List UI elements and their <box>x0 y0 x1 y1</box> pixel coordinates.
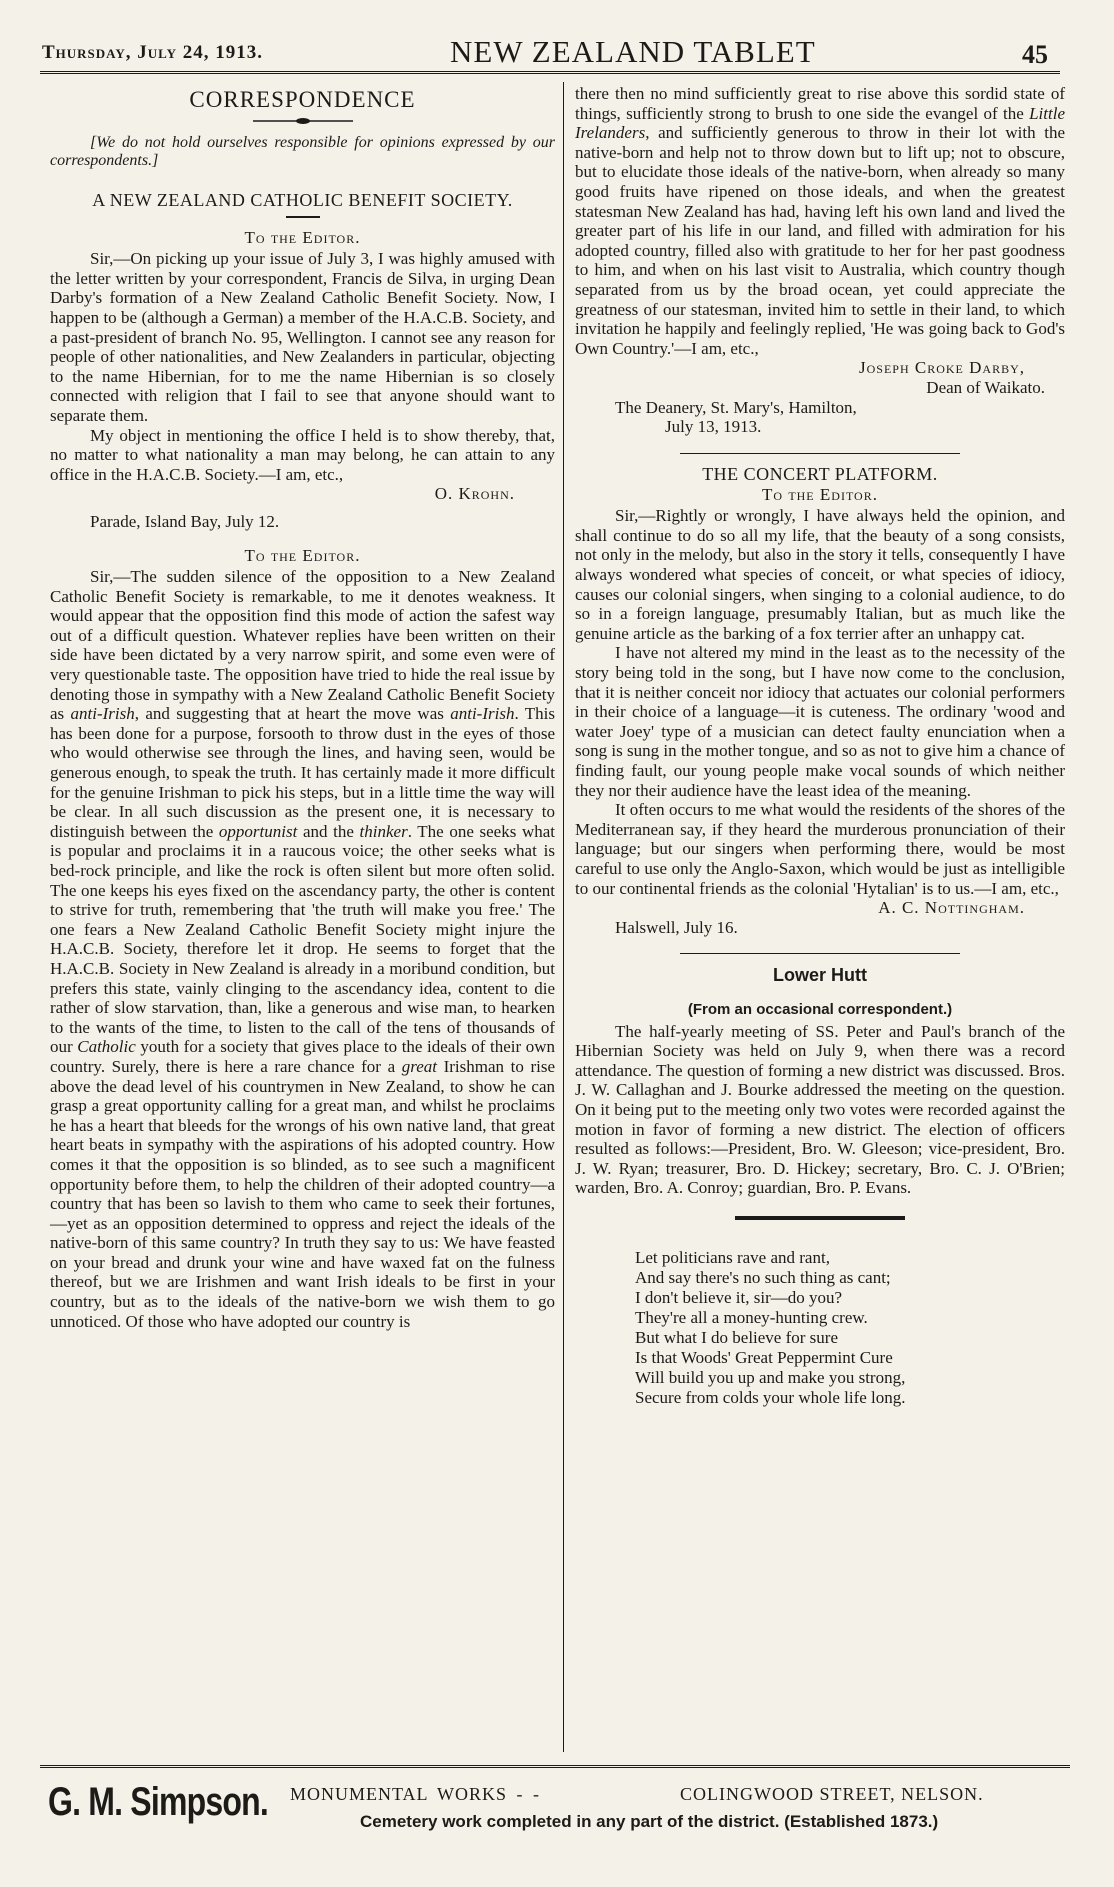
lower-hutt-subtitle: (From an occasional correspondent.) <box>687 1000 953 1018</box>
thick-rule <box>735 1216 905 1220</box>
text-run: , and suggesting that at heart the move was <box>134 704 451 724</box>
header-title: NEW ZEALAND TABLET <box>450 34 816 69</box>
concert-signature: A. C. Nottingham. <box>878 898 1025 918</box>
italic-run: anti-Irish <box>450 704 515 724</box>
page-number: 45 <box>1022 40 1048 69</box>
left-column <box>50 84 555 1331</box>
concert-paragraph-3: It often occurs to me what would the residents of the shores of the Mediterranean say, if they heard the murderous pronunciation of their language; but our singers when performing there, would be most careful to use only the Anglo-Saxon, which would be just as intelligible to our continental friends as the colonial 'Hytalian' is to us.—I am, etc., <box>575 800 1065 898</box>
article-title: A NEW ZEALAND CATHOLIC BENEFIT SOCIETY. <box>92 189 513 210</box>
section-rule <box>680 453 960 454</box>
poem-line: Let politicians rave and rant, <box>635 1247 830 1267</box>
text-run: . The one seeks what is popular and proclaims it in a raucous voice; the other seeks what is bed-rock principle, and like the rock is often silent but more often solid. The one keeps his eyes fixed on the ascendancy party, the other is content to strive for truth, remembering that 'the truth will make you free.' The one fears a New Zealand Catholic Benefit Society might injure the H.A.C.B. Society, therefore let it drop. He seems to forget that the H.A.C.B. Society in New Zealand is already in a moribund condition, but prefers this state, vainly clinging to the ascendancy idea, content to die rather of slow starvation, than, like a generous and wise man, to hearken to the wants of the time, to listen to the call of the tens of thousands of our <box>50 821 555 1057</box>
to-editor-heading: To the Editor. <box>762 484 878 504</box>
italic-run: great <box>401 1056 437 1076</box>
lower-hutt-paragraph: The half-yearly meeting of SS. Peter and Paul's branch of the Hibernian Society was held on July 9, when there was a record attendance. The question of forming a new district was discussed. Bros. J. W. Callaghan and J. Bourke addressed the meeting on the question. On it being put to the meeting only two votes were recorded against the motion in favor of forming a new district. The election of officers resulted as follows:—President, Bro. W. Gleeson; vice-president, Bro. J. W. Ryan; treasurer, Bro. D. Hickey; secretary, Bro. C. J. O'Brien; warden, Bro. A. Conroy; guardian, Bro. P. Evans. <box>575 1021 1065 1198</box>
letter2-signature: Joseph Croke Darby, <box>859 358 1025 378</box>
poem-line: Will build you up and make you strong, <box>635 1367 906 1387</box>
italic-run: thinker <box>359 821 408 841</box>
advertiser-name: G. M. Simpson. <box>48 1780 268 1824</box>
poem-line: Is that Woods' Great Peppermint Cure <box>635 1347 893 1367</box>
letter2-body <box>50 567 555 1331</box>
italic-run: Catholic <box>77 1037 136 1057</box>
text-run: youth for a society that gives place to the ideals of their own country. Surely, there is here a rare chance for a <box>50 1037 555 1076</box>
letter2-continuation <box>575 84 1065 358</box>
text-run: Sir,—The sudden silence of the opposition to a New Zealand Catholic Benefit Society is remarkable, to me it denotes weakness. It would appear that the opposition find this mode of action the safest way out of a difficult question. Whatever replies have been written on their side have been dictated by a very narrow spirit, and some even were of very questionable taste. The opposition have tried to hide the real issue by denoting those in sympathy with a New Zealand Catholic Benefit Society as <box>50 567 555 724</box>
poem-line: Secure from colds your whole life long. <box>635 1387 906 1407</box>
letter2-place-line-1: The Deanery, St. Mary's, Hamilton, <box>615 397 857 417</box>
poem <box>575 1248 1065 1408</box>
right-column <box>575 84 1065 1408</box>
footer-advertisement <box>40 1765 1070 1845</box>
letter1-place: Parade, Island Bay, July 12. <box>90 511 280 531</box>
header-date: Thursday, July 24, 1913. <box>42 42 264 63</box>
disclaimer: [We do not hold ourselves responsible for opinions expressed by our correspondents.] <box>50 133 555 169</box>
ornament-divider-icon <box>253 116 353 126</box>
text-run: Irishman to rise above the dead level of his countrymen in New Zealand, to show he can grasp a great opportunity calling for a great man, and whilst he proclaims he has a heart that bleeds for the wrongs of his own native land, that great heart beats in sympathy with the aspirations of his adopted country. How comes it that the opposition is so blinded, as to see such a magnificent opportunity before them, to help the children of their adopted country—a country that has been so lavish to them who came to seek their fortunes,—yet as an opposition determined to oppress and reject the ideals of the native-born of this same country? In truth they say to us: We have feasted on your bread and drunk your wine and have waxed fat on the fulness thereof, but we are Irishmen and want Irish ideals to be first in your country, but as to the ideals of the native-born we wish them to go unnoticed. Of those who have adopted our country is <box>50 1056 555 1331</box>
advertiser-works: MONUMENTAL WORKS - - <box>290 1784 541 1804</box>
concert-paragraph-1: Sir,—Rightly or wrongly, I have always held the opinion, and shall continue to do so all my life, that the beauty of a song consists, not only in the melody, but also in the story it tells, consequently I have always wondered what species of conceit, or what species of idiocy, causes our colonial singers, when singing to a colonial audience, to do so in a foreign language, presumably Italian, but as much like the genuine article as the barking of a fox terrier after an unhappy cat. <box>575 506 1065 643</box>
concert-paragraph-2: I have not altered my mind in the least as to the necessity of the story being told in the song, but I have now come to the conclusion, that it is neither conceit nor idiocy that actuates our colonial performers in their choice of a language—it is cuteness. The ordinary 'wood and water Joey' type of a musician can detect faulty enunciation when a song is sung in the mother tongue, and so as not to give him a chance of finding fault, our young people make vocal sounds of which neither they nor their audience have the least idea of the meaning. <box>575 643 1065 800</box>
poem-line: They're all a money-hunting crew. <box>635 1307 868 1327</box>
letter1-paragraph-1: Sir,—On picking up your issue of July 3, I was highly amused with the letter written by your correspondent, Francis de Silva, in urging Dean Darby's formation of a New Zealand Catholic Benefit Society. Now, I happen to be (although a German) a member of the H.A.C.B. Society, and a past-president of branch No. 95, Wellington. I cannot see any reason for people of other nationalities, and New Zealanders in particular, objecting to the name Hibernian, for to me the name Hibernian is so closely connected with religion that I fail to see that anyone should want to separate them. <box>50 249 555 425</box>
text-run: there then no mind sufficiently great to rise above this sordid state of things, sufficiently strong to brush to one side the evangel of the <box>575 84 1065 123</box>
concert-place: Halswell, July 16. <box>615 917 738 937</box>
section-title: CORRESPONDENCE <box>189 87 416 112</box>
to-editor-heading: To the Editor. <box>244 227 361 247</box>
letter1-signature: O. Krohn. <box>434 484 515 504</box>
letter1-paragraph-2: My object in mentioning the office I held is to show thereby, that, no matter to what nationality a man may belong, he can attain to any office in the H.A.C.B. Society.—I am, etc., <box>50 425 555 484</box>
short-rule <box>286 216 320 218</box>
page-header <box>40 34 1060 74</box>
poem-line: And say there's no such thing as cant; <box>635 1267 891 1287</box>
advertiser-street: COLINGWOOD STREET, NELSON. <box>680 1784 984 1804</box>
advertiser-note: Cemetery work completed in any part of the district. (Established 1873.) <box>360 1812 939 1831</box>
column-divider <box>563 82 564 1752</box>
to-editor-heading: To the Editor. <box>244 545 361 565</box>
text-run: and the <box>297 821 360 841</box>
italic-run: anti-Irish <box>70 704 135 724</box>
letter2-signature-title: Dean of Waikato. <box>926 377 1045 397</box>
letter2-place-line-2: July 13, 1913. <box>665 417 762 437</box>
text-run: . This has been done for a purpose, forsooth to throw dust in the eyes of those who would otherwise see through the lines, and having seen, would be generous enough, to speak the truth. It has certainly made it more difficult for the genuine Irishman to pick his steps, but in a little time the way will be clear. In all such discussion as the present one, it is necessary to distinguish between the <box>50 704 555 841</box>
italic-run: opportunist <box>218 821 298 841</box>
section-rule <box>680 953 960 954</box>
concert-title: THE CONCERT PLATFORM. <box>702 463 938 484</box>
poem-line: I don't believe it, sir—do you? <box>635 1287 843 1307</box>
poem-line: But what I do believe for sure <box>635 1327 838 1347</box>
text-run: , and sufficiently generous to throw in their lot with the native-born and help not to throw down but to lift up; not to obscure, but to elucidate those ideals of the native-born, when already so many good fruits have ripened on those ideals, and when the greatest statesman New Zealand has had, having left his own land and lived the greater part of his life in our land, and filled with admiration for his adopted country, filled also with gratitude to her for her past goodness to him, and when on his last visit to Australia, which country though separated from us by the broad ocean, yet could appreciate the greatness of our statesman, invited him to settle in their land, to which invitation he happily and feelingly replied, 'He was going back to God's Own Country.'—I am, etc., <box>575 123 1065 358</box>
italic-run: Little Irelanders <box>575 103 1065 143</box>
lower-hutt-title: Lower Hutt <box>773 965 867 986</box>
